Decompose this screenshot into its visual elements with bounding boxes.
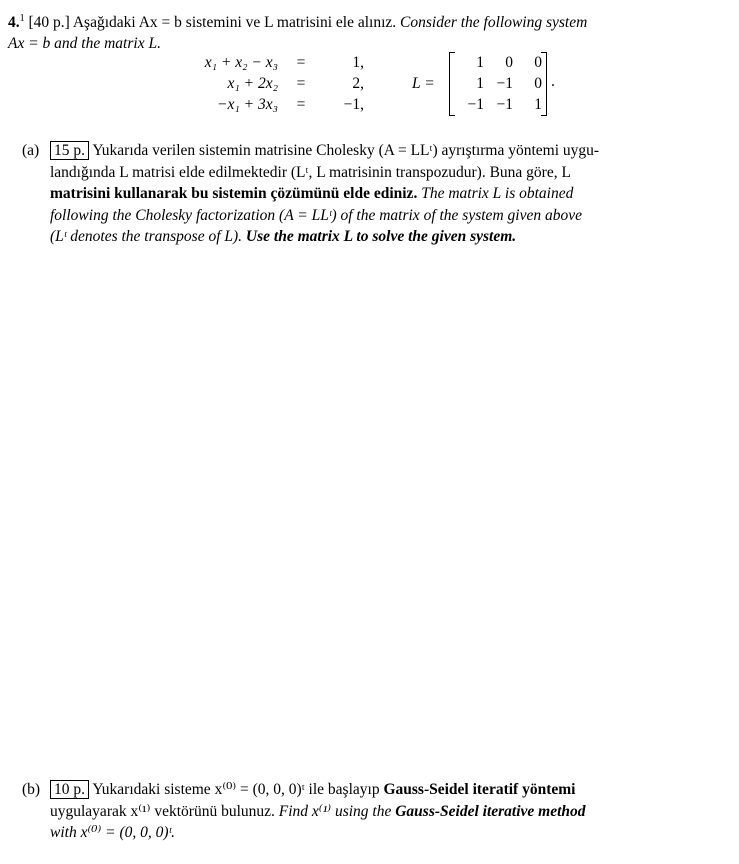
part-b-line3: with x⁽⁰⁾ = (0, 0, 0)ᵗ. bbox=[50, 824, 176, 841]
part-a-instruction-tr: matrisini kullanarak bu sistemin çözümünü elde ediniz. bbox=[50, 185, 418, 202]
matrix-period: . bbox=[551, 73, 555, 90]
matrix-cell: 0 bbox=[534, 54, 542, 71]
matrix-cell: −1 bbox=[496, 75, 513, 92]
equation-row bbox=[138, 73, 364, 94]
part-a-line2: landığında L matrisi elde edilmektedir (Lᵗ, L matrisinin transpozudur). Buna göre, L bbox=[50, 163, 571, 181]
equation-rhs: 1, bbox=[352, 54, 364, 71]
linear-system bbox=[138, 52, 364, 115]
part-b-line2-tr: uygulayarak x⁽¹⁾ vektörünü bulunuz. bbox=[50, 802, 275, 820]
part-a-line5-en: (Lᵗ denotes the transpose of L). bbox=[50, 228, 243, 245]
equation-rhs: 2, bbox=[352, 75, 364, 92]
footnote-mark: 1 bbox=[19, 13, 25, 24]
part-a-points-box: 15 p. bbox=[50, 141, 89, 160]
part-a-line3-en: The matrix L is obtained bbox=[421, 185, 574, 202]
part-a bbox=[22, 140, 712, 248]
equation-row bbox=[138, 52, 364, 73]
intro-english-1: Consider the following system bbox=[400, 14, 588, 31]
matrix-L bbox=[449, 52, 547, 115]
equation-lhs: −x₁ + 3x₃ bbox=[217, 96, 278, 113]
matrix-cell: 1 bbox=[476, 75, 484, 92]
matrix-cell: 1 bbox=[476, 54, 484, 71]
intro-turkish: Aşağıdaki Ax = b sistemini ve L matrisini ele alınız. bbox=[72, 14, 397, 31]
equation-equals: = bbox=[296, 96, 306, 113]
part-a-line1: Yukarıda verilen sistemin matrisine Cholesky (A = LLᵗ) ayrıştırma yöntemi uygu- bbox=[92, 142, 600, 159]
part-b-line1: Yukarıdaki sisteme x⁽⁰⁾ = (0, 0, 0)ᵗ ile başlayıp bbox=[92, 781, 380, 798]
equation-row bbox=[138, 94, 364, 115]
equation-rhs: −1, bbox=[343, 96, 364, 113]
part-b bbox=[22, 779, 712, 844]
matrix-entries bbox=[455, 52, 542, 115]
matrix-label: L = bbox=[412, 75, 435, 92]
intro-english-2: Ax = b and the matrix L. bbox=[8, 35, 161, 52]
equation-lhs: x₁ + 2x₂ bbox=[227, 75, 278, 92]
matrix-cell: −1 bbox=[467, 96, 484, 113]
matrix-cell: 0 bbox=[534, 75, 542, 92]
part-b-label: (b) bbox=[22, 781, 41, 798]
part-b-method-tr: Gauss-Seidel iteratif yöntemi bbox=[383, 781, 576, 798]
right-bracket bbox=[541, 52, 547, 116]
part-b-method-en: Gauss-Seidel iterative method bbox=[395, 802, 586, 820]
matrix-cell: 0 bbox=[505, 54, 513, 71]
problem-header bbox=[8, 12, 708, 54]
equation-lhs: x₁ + x₂ − x₃ bbox=[204, 54, 278, 71]
part-a-label: (a) bbox=[22, 142, 40, 159]
part-a-line4: following the Cholesky factorization (A = LLᵗ) of the matrix of the system given above bbox=[50, 206, 582, 224]
equation-equals: = bbox=[296, 54, 306, 71]
part-b-points-box: 10 p. bbox=[50, 780, 89, 799]
matrix-cell: 1 bbox=[534, 96, 542, 113]
part-b-line2-en: Find x⁽¹⁾ using the bbox=[278, 802, 392, 820]
problem-points: [40 p.] bbox=[28, 14, 70, 31]
problem-number: 4. bbox=[8, 14, 20, 31]
matrix-cell: −1 bbox=[496, 96, 513, 113]
part-a-instruction-en: Use the matrix L to solve the given system. bbox=[245, 228, 517, 245]
equation-equals: = bbox=[296, 75, 306, 92]
